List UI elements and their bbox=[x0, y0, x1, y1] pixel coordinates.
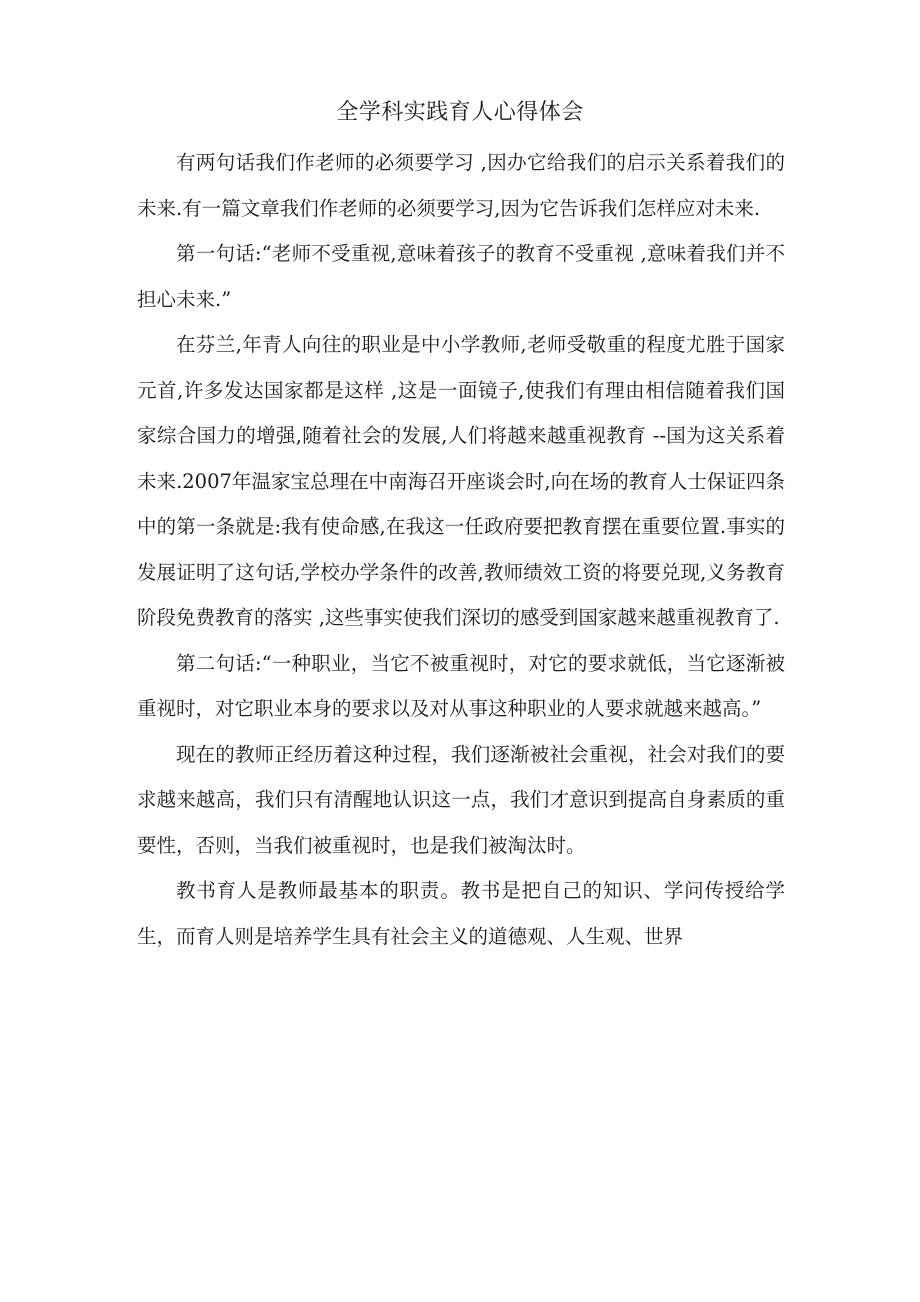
paragraph-6: 教书育人是教师最基本的职责。教书是把自己的知识、学问传授给学生，而育人则是培养学生具有社会主义的道德观、人生观、世界 bbox=[137, 879, 785, 948]
document-title: 全学科实践育人心得体会 bbox=[336, 100, 584, 125]
paragraph-3: 在芬兰,年青人向往的职业是中小学教师,老师受敬重的程度尤胜于国家元首,许多发达国家都是这样 ,这是一面镜子,使我们有理由相信随着我们国家综合国力的增强,随着社会的发展,人们将越来越重视教育 --国为这关系着未来.2007年温家宝总理在中南海召开座谈会时,向在场的教育人士保证四条中的第一条就是:我有使命感,在我这一任政府要把教育摆在重要位置.事实的发展证明了这句话,学校办学条件的改善,教师绩效工资的将要兑现,义务教育阶段免费教育的落实 ,这些事实使我们深切的感受到国家越来越重视教育了. bbox=[137, 333, 785, 629]
paragraph-2: 第一句话:“老师不受重视,意味着孩子的教育不受重视 ,意味着我们并不担心未来.” bbox=[137, 242, 785, 311]
paragraph-4: 第二句话:“一种职业，当它不被重视时，对它的要求就低，当它逐渐被重视时，对它职业本身的要求以及对从事这种职业的人要求就越来越高。” bbox=[137, 651, 785, 720]
paragraph-1: 有两句话我们作老师的必须要学习 ,因办它给我们的启示关系着我们的未来.有一篇文章我们作老师的必须要学习,因为它告诉我们怎样应对未来. bbox=[137, 151, 785, 220]
paragraph-5: 现在的教师正经历着这种过程，我们逐渐被社会重视，社会对我们的要求越来越高，我们只有清醒地认识这一点，我们才意识到提高自身素质的重要性，否则，当我们被重视时，也是我们被淘汰时。 bbox=[137, 742, 785, 857]
document-body bbox=[137, 140, 785, 959]
